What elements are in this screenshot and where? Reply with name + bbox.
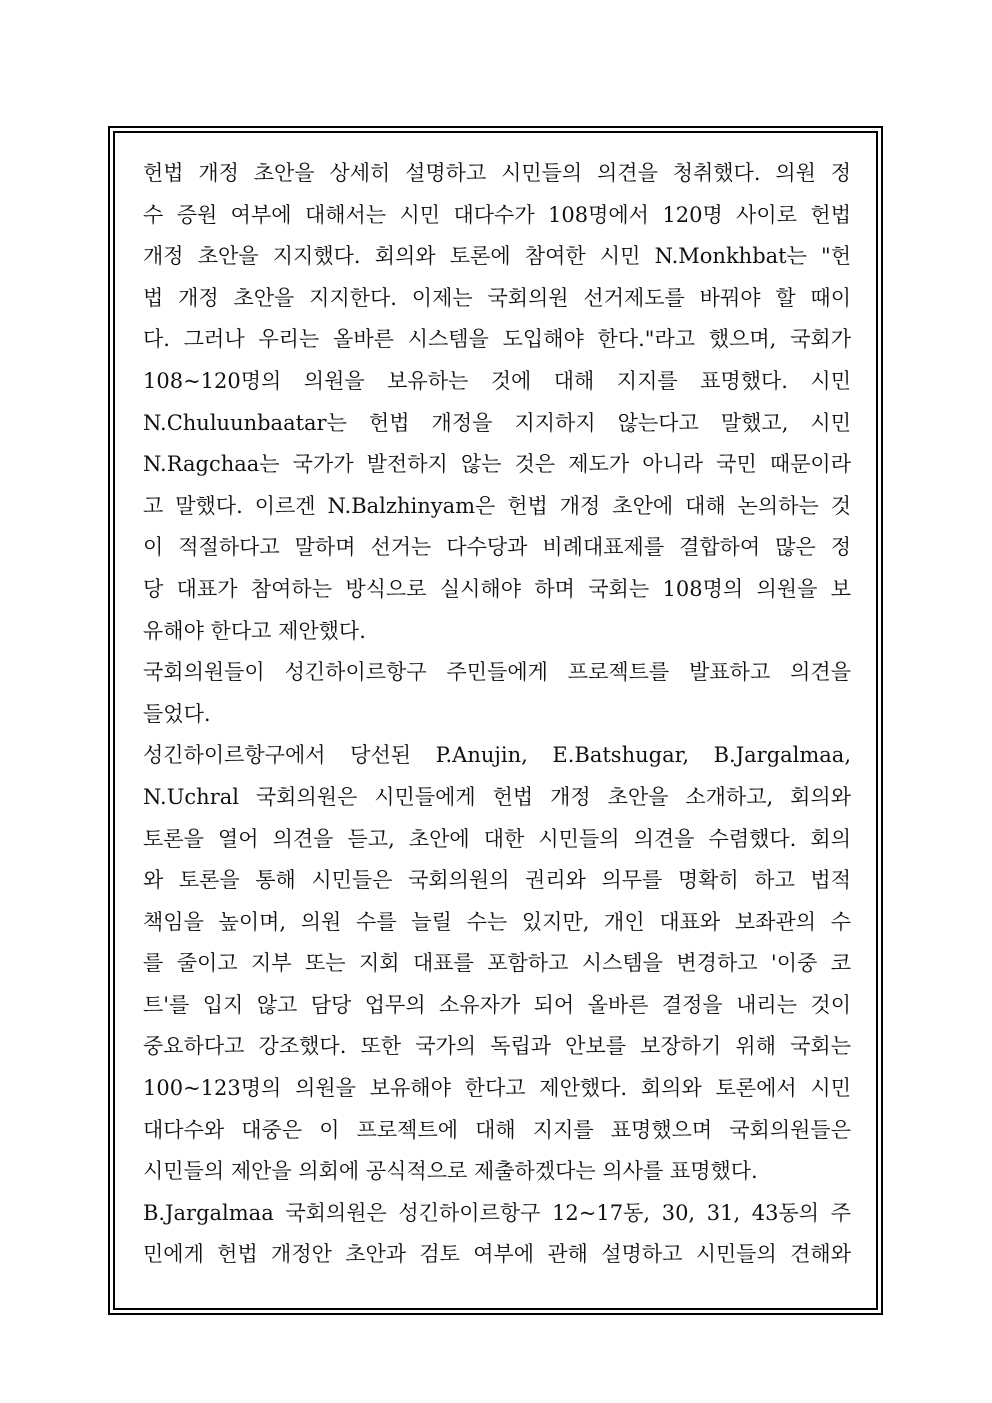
text-line: 성긴하이르항구에서 당선된 P.Anujin, E.Batshugar, B.Jargalmaa, [143, 743, 851, 768]
text-line: 법 개정 초안을 지지한다. 이제는 국회의원 선거제도를 바꿔야 할 때이 [143, 285, 851, 310]
text-line: B.Jargalmaa 국회의원은 성긴하이르항구 12~17동, 30, 31, 43동의 주 [143, 1200, 851, 1225]
text-line: 토론을 열어 의견을 듣고, 초안에 대한 시민들의 의견을 수렴했다. 회의 [143, 826, 851, 851]
text-line: 중요하다고 강조했다. 또한 국가의 독립과 안보를 보장하기 위해 국회는 [143, 1034, 851, 1059]
text-line: 유해야 한다고 제안했다. [143, 618, 366, 643]
text-line: 수 증원 여부에 대해서는 시민 대다수가 108명에서 120명 사이로 헌법 [143, 202, 851, 227]
text-line: N.Ragchaa는 국가가 발전하지 않는 것은 제도가 아니라 국민 때문이라 [143, 452, 851, 477]
text-line: 당 대표가 참여하는 방식으로 실시해야 하며 국회는 108명의 의원을 보 [143, 576, 851, 601]
text-line: 대다수와 대중은 이 프로젝트에 대해 지지를 표명했으며 국회의원들은 [143, 1117, 851, 1142]
text-line: 개정 초안을 지지했다. 회의와 토론에 참여한 시민 N.Monkhbat는 "헌 [143, 244, 851, 269]
article-body [143, 153, 851, 1276]
text-line: 트'를 입지 않고 담당 업무의 소유자가 되어 올바른 결정을 내리는 것이 [143, 992, 851, 1017]
text-line: 헌법 개정 초안을 상세히 설명하고 시민들의 의견을 청취했다. 의원 정 [143, 161, 851, 185]
text-line: 고 말했다. 이르겐 N.Balzhinyam은 헌법 개정 초안에 대해 논의하는 것 [143, 493, 851, 518]
text-line: 책임을 높이며, 의원 수를 늘릴 수는 있지만, 개인 대표와 보좌관의 수 [143, 909, 851, 934]
text-line: 국회의원들이 성긴하이르항구 주민들에게 프로젝트를 발표하고 의견을 [143, 660, 851, 685]
text-line: 와 토론을 통해 시민들은 국회의원의 권리와 의무를 명확히 하고 법적 [143, 868, 851, 893]
text-line: 100~123명의 의원을 보유해야 한다고 제안했다. 회의와 토론에서 시민 [143, 1076, 851, 1101]
text-line: 민에게 헌법 개정안 초안과 검토 여부에 관해 설명하고 시민들의 견해와 [143, 1242, 851, 1267]
text-line: 시민들의 제안을 의회에 공식적으로 제출하겠다는 의사를 표명했다. [143, 1159, 758, 1184]
text-line: 이 적절하다고 말하며 선거는 다수당과 비례대표제를 결합하여 많은 정 [143, 535, 851, 560]
text-line: 다. 그러나 우리는 올바른 시스템을 도입해야 한다."라고 했으며, 국회가 [143, 327, 851, 352]
text-line: 108~120명의 의원을 보유하는 것에 대해 지지를 표명했다. 시민 [143, 368, 851, 393]
text-line: N.Uchral 국회의원은 시민들에게 헌법 개정 초안을 소개하고, 회의와 [143, 784, 851, 809]
text-line: 를 줄이고 지부 또는 지회 대표를 포함하고 시스템을 변경하고 '이중 코 [143, 951, 851, 976]
text-line: N.Chuluunbaatar는 헌법 개정을 지지하지 않는다고 말했고, 시민 [143, 410, 851, 435]
text-line: 들었다. [143, 701, 211, 726]
